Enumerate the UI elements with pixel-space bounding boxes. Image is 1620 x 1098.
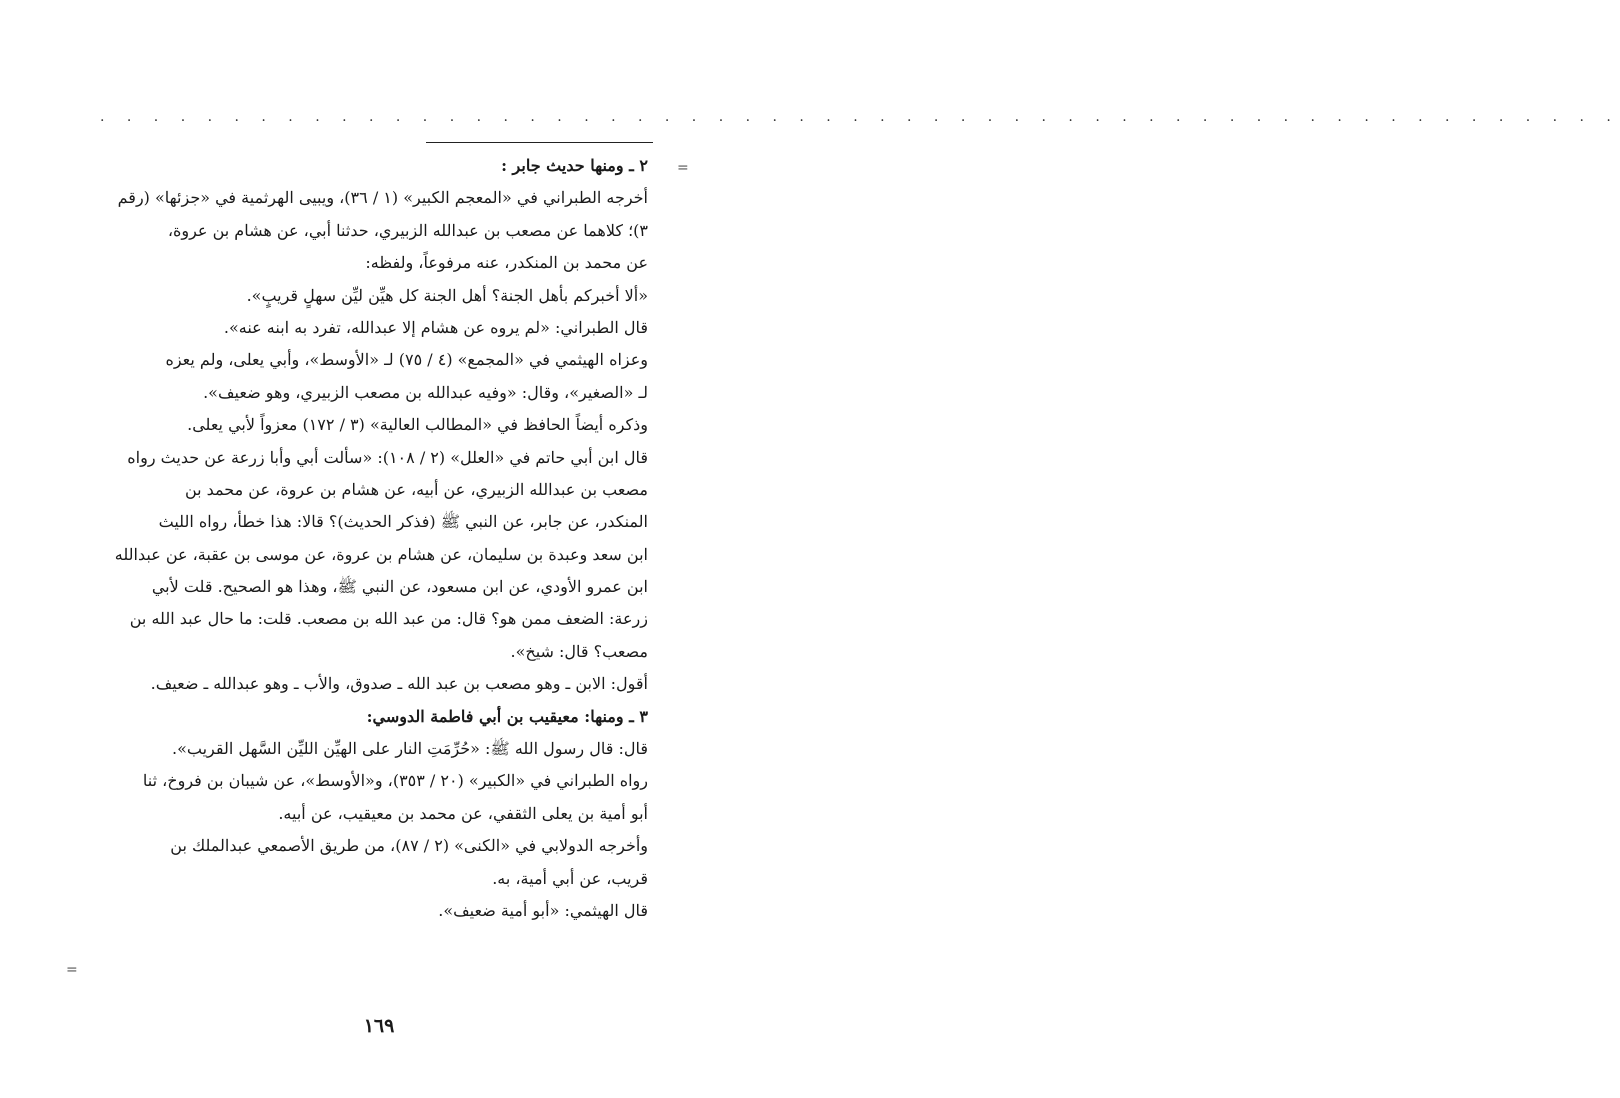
- text-line: لـ «الصغير»، وقال: «وفيه عبدالله بن مصعب الزبيري، وهو ضعيف».: [203, 382, 648, 402]
- hadith-quote: «ألا أخبركم بأهل الجنة؟ أهل الجنة كل هيِّن ليِّن سهلٍ قريبٍ».: [246, 285, 648, 305]
- text-line: ٣)؛ كلاهما عن مصعب بن عبدالله الزبيري، حدثنا أبي، عن هشام بن عروة،: [167, 220, 648, 240]
- text-line: قال ابن أبي حاتم في «العلل» (٢ / ١٠٨): «سألت أبي وأبا زرعة عن حديث رواه: [127, 447, 648, 467]
- text-line: المنكدر، عن جابر، عن النبي ﷺ (فذكر الحديث)؟ قالا: هذا خطأ، رواه الليث: [158, 512, 648, 532]
- text-line: قريب، عن أبي أمية، به.: [492, 868, 648, 888]
- text-line: مصعب؟ قال: شيخ».: [510, 641, 648, 661]
- text-line: أبو أمية بن يعلى الثقفي، عن محمد بن معيقيب، عن أبيه.: [278, 803, 648, 823]
- text-line: أقول: الابن ـ وهو مصعب بن عبد الله ـ صدوق، والأب ـ وهو عبدالله ـ ضعيف.: [150, 674, 648, 694]
- text-line: زرعة: الضعف ممن هو؟ قال: من عبد الله بن مصعب. قلت: ما حال عبد الله بن: [129, 609, 648, 629]
- header-rule: [426, 142, 653, 143]
- text-line: وأخرجه الدولابي في «الكنى» (٢ / ٨٧)، من طريق الأصمعي عبدالملك بن: [170, 836, 648, 856]
- page-body: [88, 150, 648, 927]
- section-heading-muayqib: ٣ ـ ومنها: معيقيب بن أبي فاطمة الدوسي:: [366, 706, 648, 726]
- text-line: قال الهيثمي: «أبو أمية ضعيف».: [438, 900, 648, 920]
- margin-mark-top: =: [677, 160, 689, 176]
- text-line: وعزاه الهيثمي في «المجمع» (٤ / ٧٥) لـ «الأوسط»، وأبي يعلى، ولم يعزه: [165, 350, 648, 370]
- header-dotted-line: . . . . . . . . . . . . . . . . . . . . . . . . . . . . . . . . . . . . . . . . . . . . . . . . . . . . . . . . .: [100, 109, 1620, 125]
- page-number: ١٦٩: [363, 1015, 395, 1037]
- text-line: رواه الطبراني في «الكبير» (٢٠ / ٣٥٣)، و«الأوسط»، عن شيبان بن فروخ، ثنا: [142, 771, 648, 791]
- text-line: ابن عمرو الأودي، عن ابن مسعود، عن النبي ﷺ، وهذا هو الصحيح. قلت لأبي: [151, 577, 648, 597]
- text-line: وذكره أيضاً الحافظ في «المطالب العالية» (٣ / ١٧٢) معزواً لأبي يعلى.: [187, 415, 648, 435]
- section-heading-jabir: ٢ ـ ومنها حديث جابر :: [501, 156, 648, 175]
- text-line: عن محمد بن المنكدر، عنه مرفوعاً، ولفظه:: [365, 253, 648, 273]
- text-line: أخرجه الطبراني في «المعجم الكبير» (١ / ٣٦)، ويبيى الهرثمية في «جزئها» (رقم: [117, 188, 648, 208]
- margin-mark-bottom: =: [66, 962, 78, 978]
- text-line: قال الطبراني: «لم يروه عن هشام إلا عبدالله، تفرد به ابنه عنه».: [223, 317, 648, 337]
- hadith-quote: قال: قال رسول الله ﷺ: «حُرِّمَتِ النار على الهيِّن الليِّن السَّهل القريب».: [172, 739, 648, 759]
- text-line: مصعب بن عبدالله الزبيري، عن أبيه، عن هشام بن عروة، عن محمد بن: [184, 479, 648, 499]
- text-line: ابن سعد وعبدة بن سليمان، عن هشام بن عروة، عن موسى بن عقبة، عن عبدالله: [114, 544, 648, 564]
